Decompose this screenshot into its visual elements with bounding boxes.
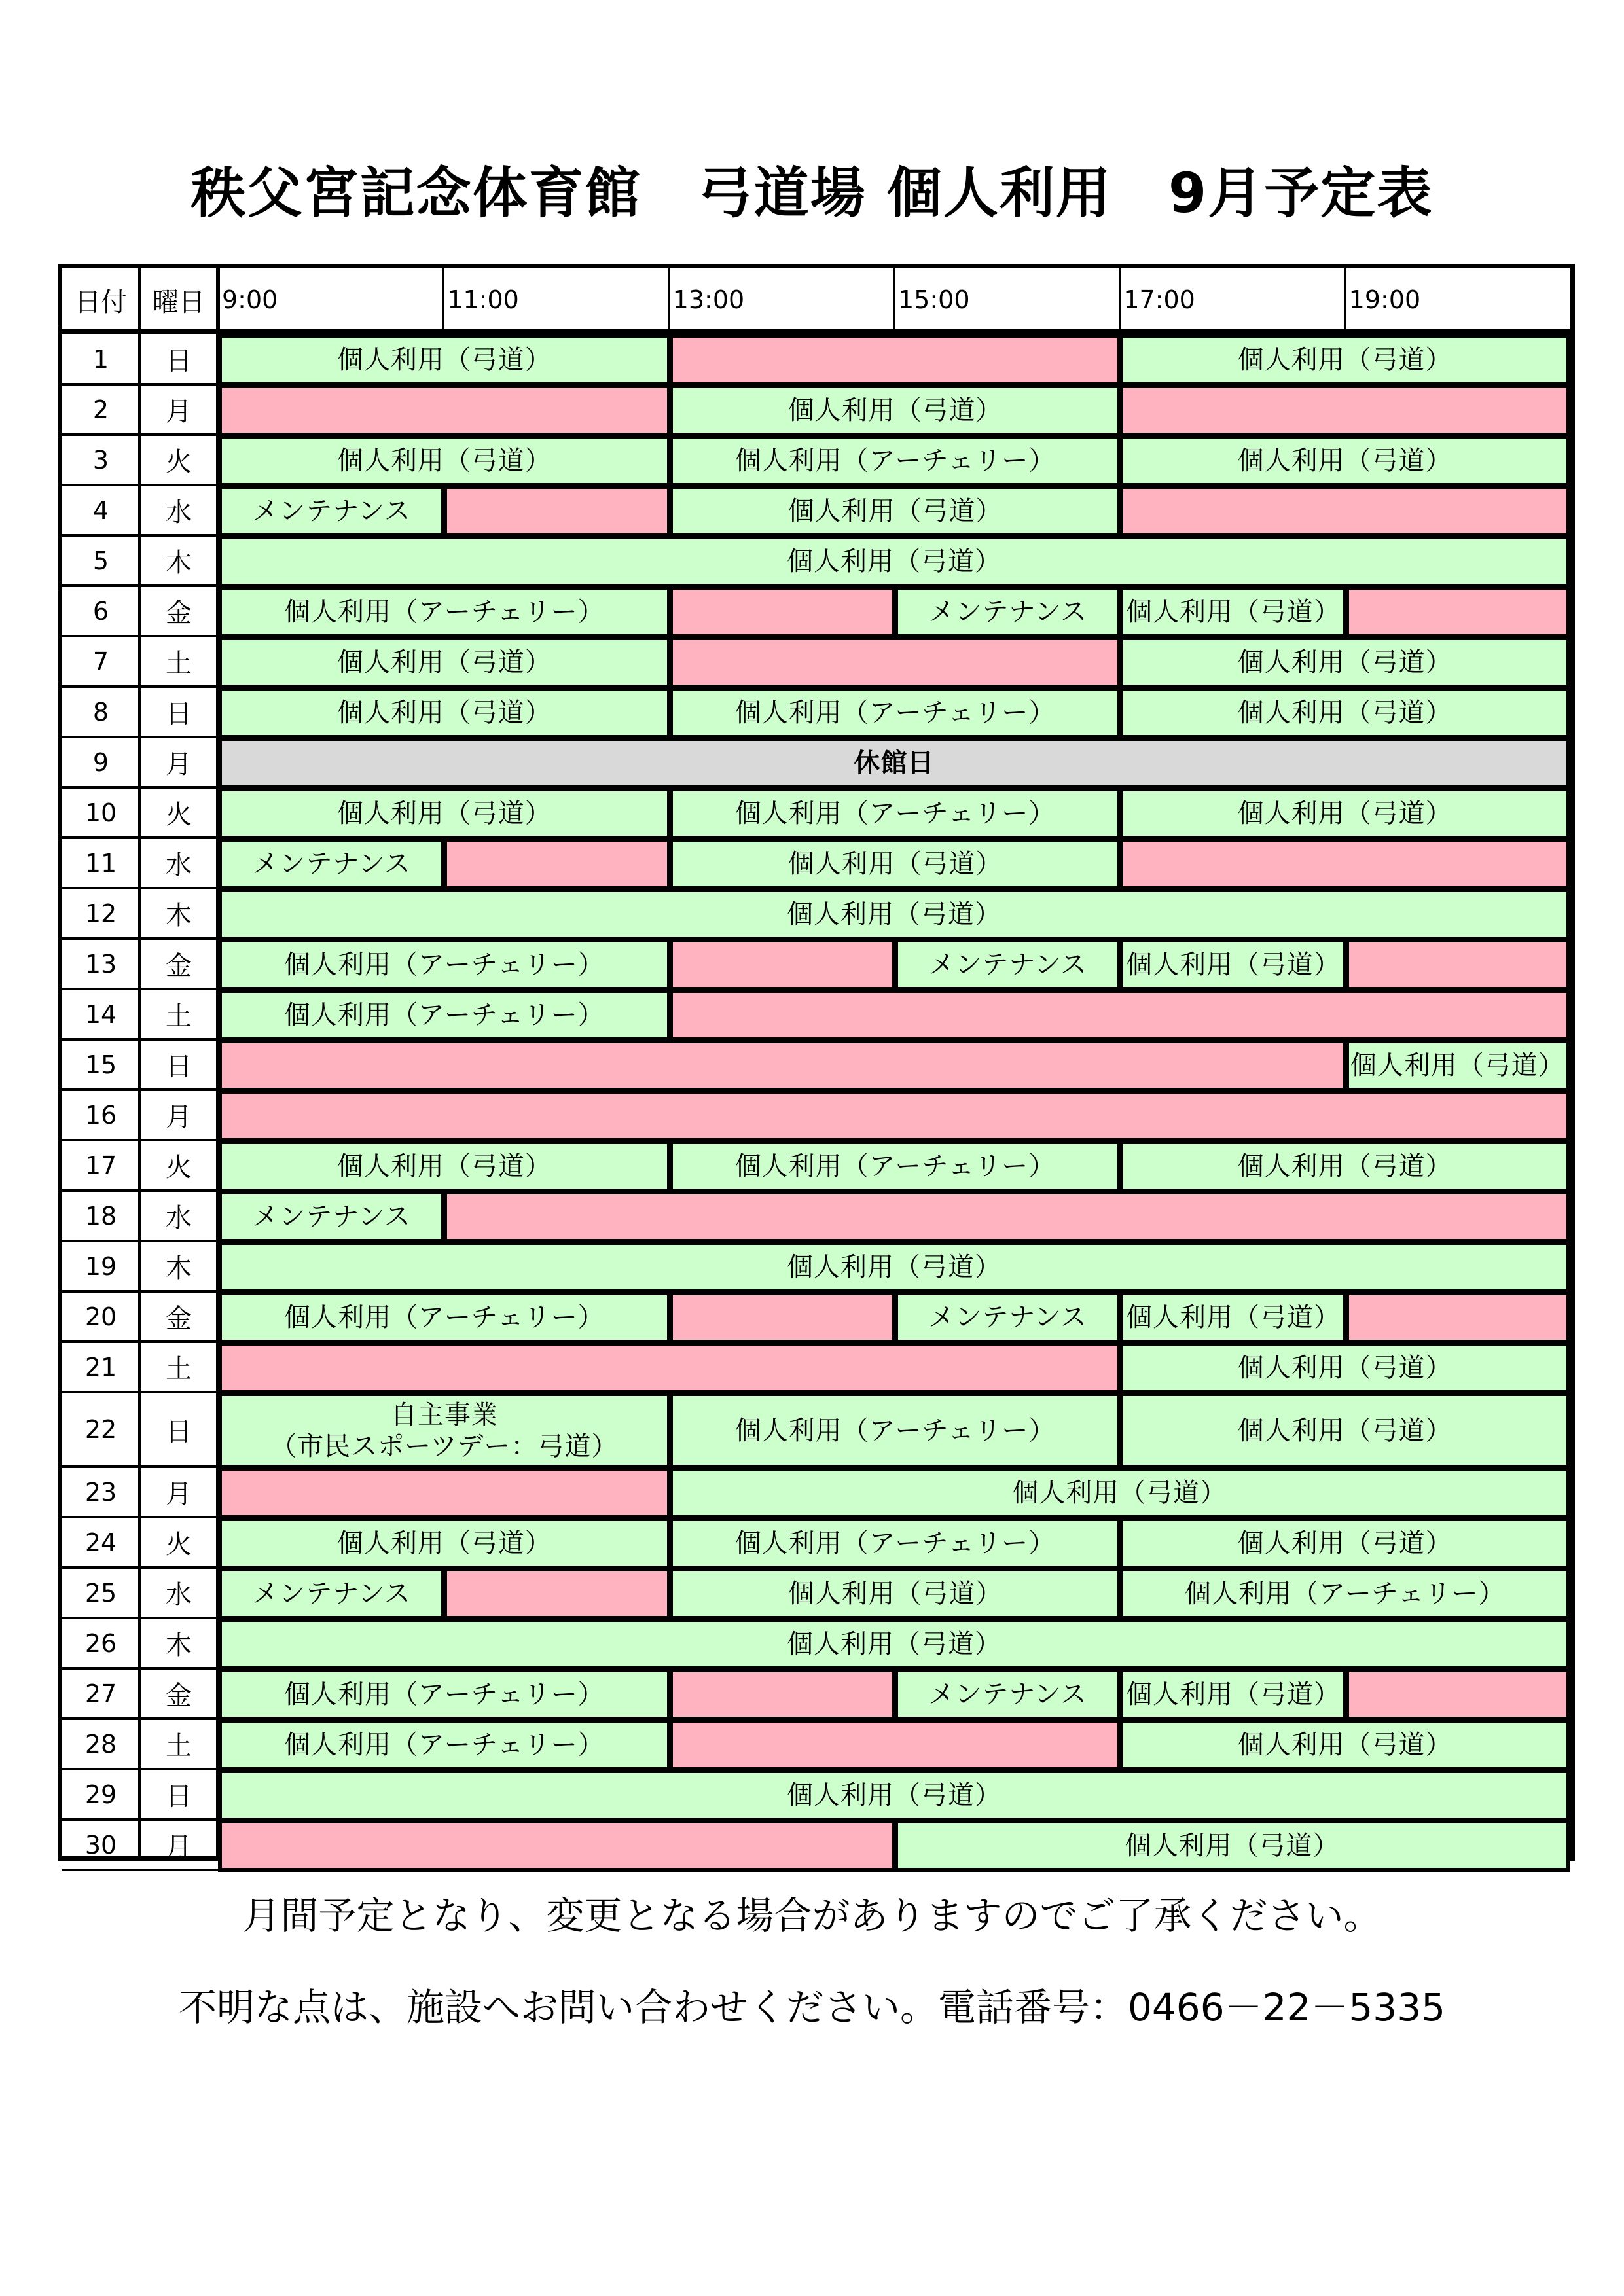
date-cell: 21 — [84, 1352, 117, 1382]
weekday-cell: 土 — [166, 1354, 192, 1384]
page-title: 秩父宮記念体育館 弓道場 個人利用 9月予定表 — [190, 161, 1434, 225]
closed-day-block: 休館日 — [218, 737, 1570, 789]
unavailable-slot — [669, 1719, 1122, 1771]
date-cell: 4 — [92, 495, 109, 525]
date-cell: 24 — [84, 1528, 117, 1557]
available-slot: 個人利用（弓道） — [1119, 1342, 1570, 1394]
unavailable-slot — [218, 1342, 1121, 1394]
available-slot: 個人利用（弓道） — [218, 1618, 1570, 1670]
available-slot: メンテナンス — [894, 586, 1121, 638]
weekday-cell: 土 — [166, 649, 192, 679]
time-header: 11:00 — [447, 285, 519, 314]
date-cell: 5 — [92, 546, 109, 575]
weekday-cell: 火 — [166, 1530, 192, 1560]
grid-line — [668, 268, 670, 331]
available-slot: 個人利用（弓道） — [1119, 939, 1346, 991]
weekday-cell: 木 — [166, 1253, 192, 1283]
weekday-cell: 水 — [166, 1203, 192, 1233]
unavailable-slot — [443, 838, 670, 890]
available-slot: 個人利用（アーチェリー） — [669, 1392, 1122, 1469]
available-slot: 個人利用（アーチェリー） — [218, 989, 671, 1041]
weekday-cell: 火 — [166, 800, 192, 830]
date-cell: 28 — [84, 1729, 117, 1759]
weekday-cell: 木 — [166, 1630, 192, 1660]
available-slot: 個人利用（弓道） — [1119, 1517, 1570, 1570]
unavailable-slot — [1345, 586, 1570, 638]
date-cell: 16 — [84, 1100, 117, 1130]
date-cell: 30 — [84, 1830, 117, 1859]
available-slot: 個人利用（弓道） — [669, 485, 1122, 537]
date-cell: 25 — [84, 1578, 117, 1607]
date-cell: 23 — [84, 1477, 117, 1507]
unavailable-slot — [443, 1191, 1570, 1243]
unavailable-slot — [669, 989, 1570, 1041]
notice-contact: 不明な点は、施設へお問い合わせください。電話番号：0466－22－5335 — [178, 1985, 1446, 2030]
available-slot: 個人利用（弓道） — [1119, 787, 1570, 840]
date-cell: 27 — [84, 1679, 117, 1708]
available-slot: 個人利用（アーチェリー） — [669, 1517, 1122, 1570]
available-slot: 個人利用（弓道） — [218, 435, 671, 487]
unavailable-slot — [669, 636, 1122, 689]
available-slot: 個人利用（弓道） — [1119, 1291, 1346, 1344]
date-cell: 11 — [84, 848, 117, 878]
unavailable-slot — [1119, 485, 1570, 537]
available-slot: 個人利用（弓道） — [218, 636, 671, 689]
time-header: 9:00 — [222, 285, 278, 314]
weekday-cell: 水 — [166, 850, 192, 880]
available-slot: 個人利用（弓道） — [218, 687, 671, 739]
available-slot: 個人利用（アーチェリー） — [669, 787, 1122, 840]
unavailable-slot — [1345, 939, 1570, 991]
date-cell: 3 — [92, 445, 109, 475]
available-slot: 個人利用（弓道） — [669, 838, 1122, 890]
available-slot: 個人利用（アーチェリー） — [1119, 1568, 1570, 1620]
weekday-cell: 火 — [166, 447, 192, 477]
unavailable-slot — [443, 485, 670, 537]
weekday-cell: 水 — [166, 1580, 192, 1610]
weekday-cell: 水 — [166, 497, 192, 528]
unavailable-slot — [218, 1090, 1570, 1142]
unavailable-slot — [669, 1668, 896, 1721]
available-slot: 個人利用（弓道） — [218, 1517, 671, 1570]
date-cell: 15 — [84, 1050, 117, 1079]
available-slot: 個人利用（弓道） — [669, 384, 1122, 437]
available-slot: 個人利用（アーチェリー） — [669, 1140, 1122, 1193]
weekday-cell: 金 — [166, 1304, 192, 1334]
unavailable-slot — [1119, 838, 1570, 890]
date-cell: 22 — [84, 1415, 117, 1444]
time-header: 15:00 — [898, 285, 970, 314]
available-slot: 個人利用（弓道） — [1119, 687, 1570, 739]
available-slot: 個人利用（弓道） — [1119, 1719, 1570, 1771]
date-cell: 17 — [84, 1151, 117, 1180]
unavailable-slot — [669, 1291, 896, 1344]
available-slot: メンテナンス — [218, 1191, 445, 1243]
date-cell: 8 — [92, 697, 109, 726]
available-slot: メンテナンス — [894, 1668, 1121, 1721]
unavailable-slot — [1119, 384, 1570, 437]
weekday-cell: 金 — [166, 951, 192, 981]
available-slot: メンテナンス — [218, 1568, 445, 1620]
weekday-cell: 木 — [166, 548, 192, 578]
notice-change: 月間予定となり、変更となる場合がありますのでご了承ください。 — [242, 1893, 1382, 1938]
column-header-weekday: 曜日 — [153, 287, 205, 317]
available-slot: 個人利用（弓道） — [218, 334, 671, 386]
date-cell: 9 — [92, 747, 109, 777]
grid-line — [893, 268, 895, 331]
time-header: 13:00 — [672, 285, 745, 314]
weekday-cell: 土 — [166, 1731, 192, 1761]
date-cell: 29 — [84, 1780, 117, 1809]
column-header-date: 日付 — [75, 287, 127, 317]
date-cell: 18 — [84, 1201, 117, 1230]
available-slot: 個人利用（弓道） — [218, 1140, 671, 1193]
available-slot: 個人利用（アーチェリー） — [218, 1719, 671, 1771]
date-cell: 20 — [84, 1302, 117, 1331]
unavailable-slot — [443, 1568, 670, 1620]
available-slot: 個人利用（アーチェリー） — [218, 939, 671, 991]
time-header: 19:00 — [1348, 285, 1421, 314]
date-cell: 10 — [84, 798, 117, 827]
available-slot: 個人利用（弓道） — [669, 1568, 1122, 1620]
date-cell: 14 — [84, 999, 117, 1029]
available-slot: メンテナンス — [894, 1291, 1121, 1344]
available-slot: 個人利用（弓道） — [1119, 636, 1570, 689]
weekday-cell: 日 — [166, 1416, 192, 1447]
available-slot: メンテナンス — [218, 485, 445, 537]
time-header: 17:00 — [1123, 285, 1195, 314]
weekday-cell: 月 — [166, 1832, 192, 1862]
available-slot: 個人利用（弓道） — [1119, 586, 1346, 638]
weekday-cell: 金 — [166, 598, 192, 628]
available-slot: 個人利用（アーチェリー） — [669, 687, 1122, 739]
date-cell: 1 — [92, 344, 109, 374]
date-cell: 2 — [92, 395, 109, 424]
available-slot: メンテナンス — [218, 838, 445, 890]
weekday-cell: 月 — [166, 749, 192, 780]
grid-line — [62, 1869, 218, 1871]
available-slot: 個人利用（弓道） — [218, 1241, 1570, 1293]
available-slot: 個人利用（弓道） — [669, 1467, 1570, 1519]
weekday-cell: 木 — [166, 901, 192, 931]
available-slot: 個人利用（弓道） — [1345, 1039, 1570, 1092]
available-slot: メンテナンス — [894, 939, 1121, 991]
unavailable-slot — [669, 334, 1122, 386]
unavailable-slot — [218, 1820, 896, 1872]
date-cell: 12 — [84, 899, 117, 928]
grid-line — [62, 329, 1570, 334]
available-slot: 個人利用（アーチェリー） — [218, 586, 671, 638]
available-slot: 個人利用（弓道） — [218, 787, 671, 840]
weekday-cell: 日 — [166, 1782, 192, 1812]
date-cell: 6 — [92, 596, 109, 626]
date-cell: 19 — [84, 1251, 117, 1281]
schedule-table — [58, 264, 1575, 1861]
weekday-cell: 金 — [166, 1681, 192, 1711]
available-slot: 個人利用（弓道） — [218, 888, 1570, 941]
grid-line — [1119, 268, 1121, 331]
unavailable-slot — [218, 384, 671, 437]
weekday-cell: 月 — [166, 397, 192, 427]
unavailable-slot — [669, 586, 896, 638]
available-slot: 個人利用（弓道） — [1119, 1392, 1570, 1469]
available-slot: 個人利用（アーチェリー） — [218, 1668, 671, 1721]
available-slot: 個人利用（弓道） — [1119, 435, 1570, 487]
weekday-cell: 月 — [166, 1102, 192, 1132]
unavailable-slot — [1345, 1291, 1570, 1344]
available-slot: 個人利用（弓道） — [218, 535, 1570, 588]
unavailable-slot — [218, 1039, 1347, 1092]
weekday-cell: 土 — [166, 1001, 192, 1031]
available-slot: 個人利用（アーチェリー） — [218, 1291, 671, 1344]
weekday-cell: 日 — [166, 699, 192, 729]
date-cell: 7 — [92, 647, 109, 676]
grid-line — [1344, 268, 1346, 331]
grid-line — [442, 268, 444, 331]
weekday-cell: 日 — [166, 1052, 192, 1082]
unavailable-slot — [218, 1467, 671, 1519]
available-slot: 個人利用（アーチェリー） — [669, 435, 1122, 487]
date-cell: 26 — [84, 1628, 117, 1658]
available-slot: 個人利用（弓道） — [1119, 1668, 1346, 1721]
date-cell: 13 — [84, 949, 117, 978]
weekday-cell: 日 — [166, 346, 192, 376]
weekday-cell: 火 — [166, 1153, 192, 1183]
unavailable-slot — [1345, 1668, 1570, 1721]
available-slot: 個人利用（弓道） — [1119, 1140, 1570, 1193]
available-slot: 個人利用（弓道） — [1119, 334, 1570, 386]
weekday-cell: 月 — [166, 1479, 192, 1509]
available-slot: 自主事業 （市民スポーツデー：弓道） — [218, 1392, 671, 1469]
available-slot: 個人利用（弓道） — [218, 1769, 1570, 1821]
available-slot: 個人利用（弓道） — [894, 1820, 1570, 1872]
unavailable-slot — [669, 939, 896, 991]
